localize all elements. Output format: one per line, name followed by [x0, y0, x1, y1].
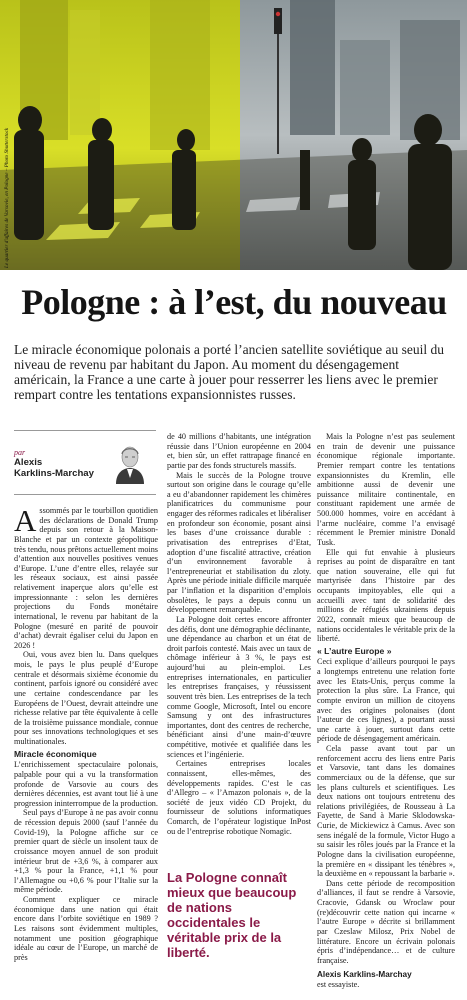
photo-caption: Le quartier d'affaires de Varsovie, en Pologne – Photo Shutterstock — [4, 127, 10, 268]
lead-paragraph — [14, 503, 158, 650]
business-district-photo — [0, 0, 467, 270]
paragraph-5: Comment expliquer ce miracle économique dans une nation qui était encore dans l’orbite soviétique en 1989 ? Les raisons sont évidemment multiples, notamment une position géographique idéale au cœur de l’Europe, un marché de près — [14, 895, 158, 962]
article-photo — [0, 0, 467, 270]
byline-rule-bottom — [14, 494, 156, 495]
paragraph-11: Elle qui fut envahie à plusieurs reprises au point de disparaître en tant que nation souveraine, elle qui fut martyrisée dans l’histoire par des occupants impitoyables, elle qui a accueilli avec tant de solidarité des millions de réfugiés ukrainiens depuis 2022, connaît mieux que beaucoup de nations occidentales le véritable prix de la liberté. — [317, 547, 455, 644]
byline-rule-top — [14, 430, 156, 431]
photo-caption-box — [1, 58, 10, 268]
article-column-1 — [14, 503, 158, 962]
subhead-autre-europe: « L’autre Europe » — [317, 645, 392, 656]
drop-cap: A — [14, 503, 37, 538]
paragraph-9: Certaines entreprises locales connaissent, elles-mêmes, des développements rapides. C’est le cas d’Allegro – « l’Amazon polonais », de la société de jeux vidéo CD Projekt, du fournisseur de solutions informatiques Comarch, de l’opérateur logistique InPost ou de l’entreprise robotique Nomagic. — [167, 759, 311, 836]
author-name-line2: Karklins-Marchay — [14, 468, 94, 479]
paragraph-6: de 40 millions d’habitants, une intégration réussie dans l’Union européenne en 2004 et, bien sûr, un effet rattrapage financé en partie par des fonds structurels massifs. — [167, 432, 311, 470]
lead-text: ssommés par le tourbillon quotidien des déclarations de Donald Trump depuis son retour à la Maison-Blanche et par un contexte géopolitique très tendu, nous prêtons actuellement moins d’attention aux nouvelles positives venues d’Europe. L’une d’entre elles, relayée sur les réseaux sociaux, est ainsi passée relativement inaperçue alors qu’elle est impressionnante : selon les dernières projections du Fonds monétaire international, le revenu par habitant de la Pologne (mesuré en parité de pouvoir d’achat) devrait égaliser celui du Japon en 2026 ! — [14, 506, 158, 650]
chapo: Le miracle économique polonais a porté l’ancien satellite soviétique au seuil du niveau de revenu par habitant du Japon. Au moment du désengagement américain, la France a une carte à jouer pour resserrer les liens avec le premier rempart contre les tentations expansionnistes russes. — [14, 342, 444, 402]
author-signoff: Alexis Karklins-Marchay — [317, 970, 412, 980]
paragraph-14: Dans cette période de recomposition d’alliances, il faut se rendre à Varsovie, Cracovie, Gdansk ou Wroclaw pour (re)découvrir cette nation qui incarne « l’autre Europe » décrite si brillamment par Czeslaw Milosz, Prix Nobel de littérature. Encore un écrivain polonais épris d’indépendance… et de culture française. — [317, 878, 455, 965]
paragraph-2: Oui, vous avez bien lu. Dans quelques mois, le pays le plus peuplé d’Europe centrale et désormais sixième économie du continent, parfois ignoré ou considéré avec une certaine condescendance par les Européens de l’Ouest, devrait atteindre une richesse relative par tête équivalente à celle de la troisième puissance mondiale, connue pour ses innovations technologiques et ses multinationales. — [14, 650, 158, 746]
paragraph-12: Ceci explique d’ailleurs pourquoi le pays a longtemps entretenu une relation forte avec les Etats-Unis, perçus comme la protection la plus sûre. La France, qui compte environ un million de citoyens avec des origines polonaises (dont l’auteur de ces lignes), a pourtant aussi une carte à jouer, surtout dans cette période de désengagement américain. — [317, 657, 455, 744]
author-role: est essayiste. — [317, 980, 360, 989]
paragraph-3: L’enrichissement spectaculaire polonais, palpable pour qui a vu la transformation profonde de Varsovie au cours des dernières décennies, est avant tout lié à une progression ininterrompue de la production. — [14, 760, 158, 808]
author-name-line1: Alexis — [14, 457, 43, 468]
article-column-3 — [317, 432, 455, 990]
pull-quote: La Pologne connaît mieux que beaucoup de nations occidentales le véritable prix de la liberté. — [167, 870, 297, 960]
article-column-2 — [167, 432, 311, 836]
byline-par: par — [14, 448, 26, 457]
author-portrait — [112, 440, 148, 484]
paragraph-13: Cela passe avant tout par un renforcement accru des liens entre Paris et Varsovie, tant dans les domaines commerciaux ou de la défense, que sur les plans culturels et scientifiques. Les deux nations ont toujours entretenu des relations privilégiées, de Rousseau à La Fayette, de Sand à Marie Sklodowska-Curie, de Mickiewicz à Camus. Avec son sens inégalé de la formule, Victor Hugo a su saisir les rôles joués par la France et la Pologne dans la civilisation européenne, la première en « dissipant les ténèbres », la deuxième en « repoussant la barbarie ». — [317, 744, 455, 879]
subhead-miracle: Miracle économique — [14, 748, 97, 759]
paragraph-7: Mais le succès de la Pologne trouve surtout son origine dans le courage qu’elle a eu d’abandonner rapidement les chimères planificatrices du communisme pour engager des réformes radicales et libéraliser en profondeur son économie, posant ainsi les bases d’une croissance durable : privatisation des entreprises d’Etat, adoption d’une fiscalité attractive, création d’un environnement favorable à l’entrepreneuriat et stabilisation du zloty. Après une période initiale difficile marquée par l’inflation et la disparition d’emplois obsolètes, le pays a depuis connu un développement remarquable. — [167, 470, 311, 615]
paragraph-10: Mais la Pologne n’est pas seulement en train de devenir une puissance économique régionale importante. Premier rempart contre les tentations expansionnistes du Kremlin, elle ambitionne aussi de devenir une puissance militaire continentale, en constituant rapidement une armée de 500.000 hommes, voire en accédant à l’arme nucléaire, comme l’a envisagé récemment le Premier ministre Donald Tusk. — [317, 432, 455, 547]
paragraph-8: La Pologne doit certes encore affronter des défis, dont une démographie déclinante, une dépendance au charbon et un état de droit parfois contesté. Mais avec un taux de chômage inférieur à 3 %, le pays est aujourd’hui au plein-emploi. Les entreprises internationales, en particulier les entreprises françaises, y réussissent souvent très bien. Les entreprises de la tech comme Google, Microsoft, Intel ou encore Samsung y ont des infrastructures importantes, dont des centres de recherche, bénéficiant ainsi d’une main-d’œuvre compétitive, motivée et qualifiée dans les sciences et l’ingénierie. — [167, 614, 311, 759]
byline — [14, 448, 114, 479]
headline: Pologne : à l’est, du nouveau — [21, 282, 447, 322]
paragraph-4: Seul pays d’Europe à ne pas avoir connu de récession depuis 2000 (sauf l’année du Covid-19), la Pologne affiche sur ce premier quart de siècle un insolent taux de croissance moyen annuel de son produit intérieur brut de +3,6 %, à comparer aux +1,3 % pour la France, +1,1 % pour l’Allemagne ou +0,6 % pour l’Italie sur la même période. — [14, 808, 158, 895]
